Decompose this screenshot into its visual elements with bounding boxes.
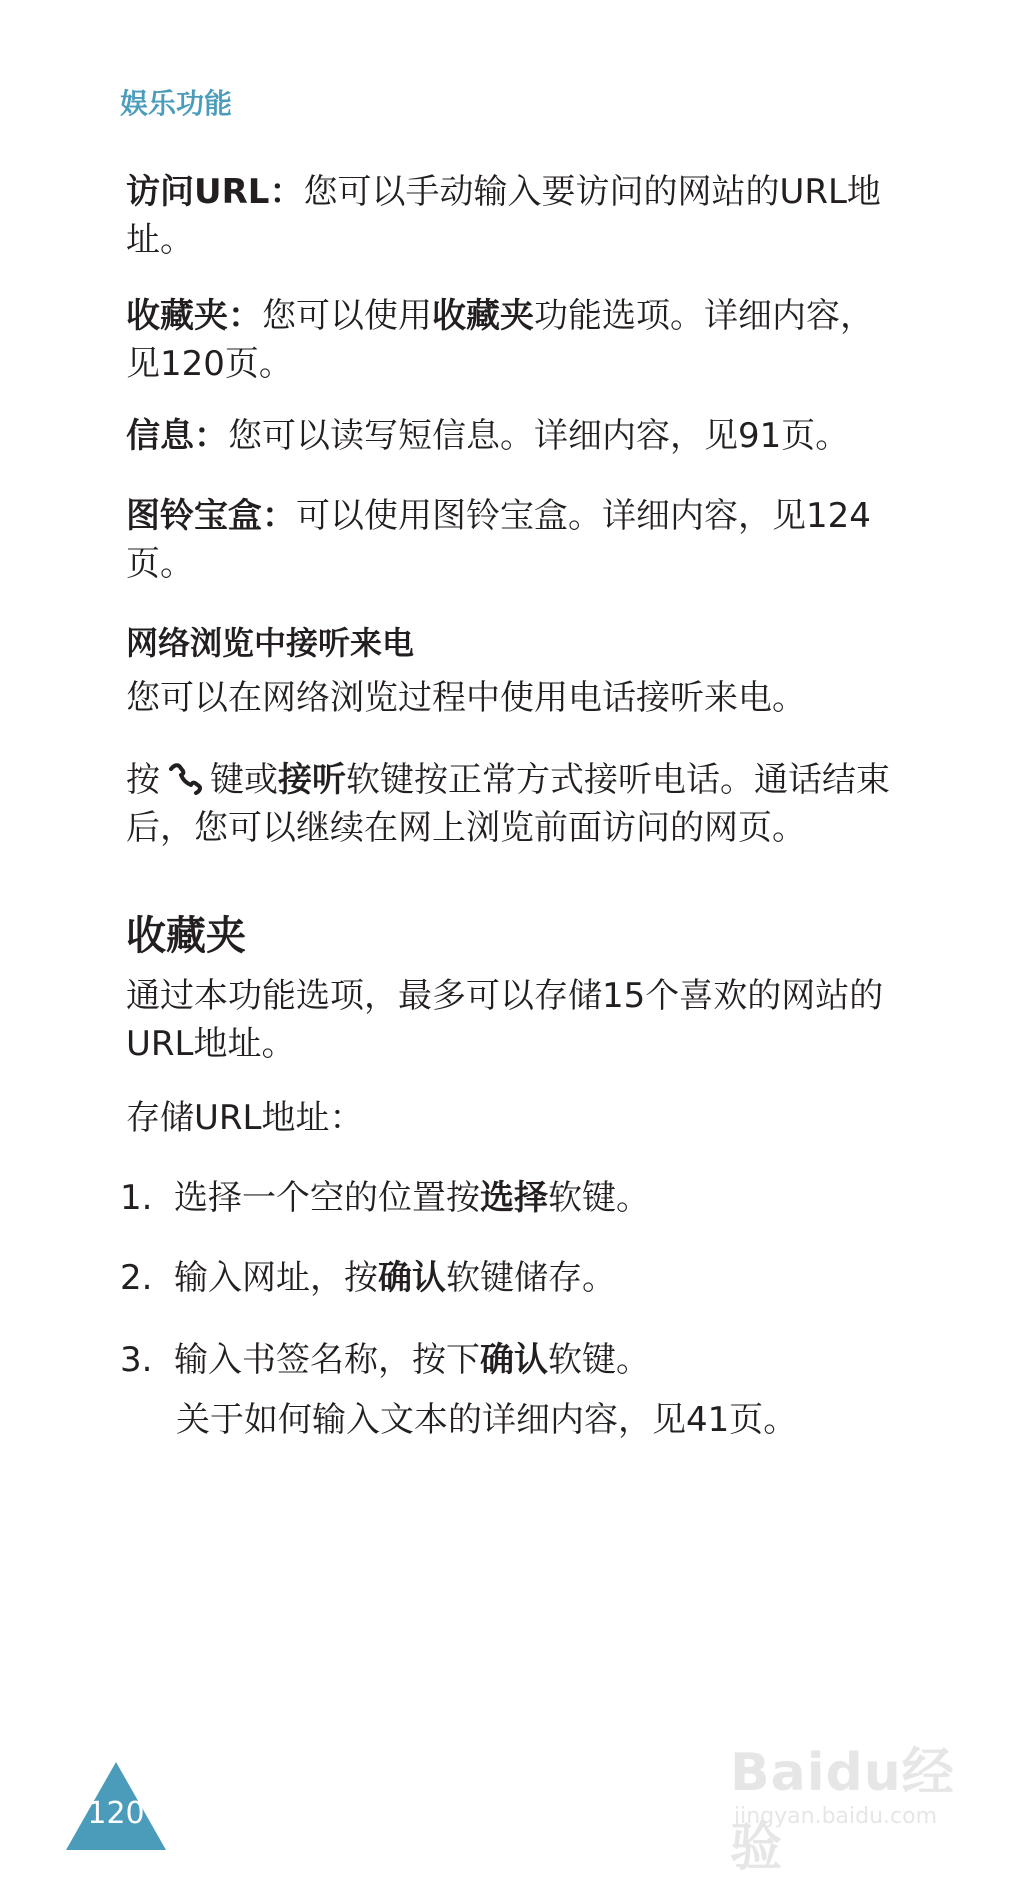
item-text: 您可以使用 — [262, 296, 432, 336]
step-3-note: 关于如何输入文本的详细内容，见41页。 — [176, 1400, 798, 1440]
para-text: 键或 — [210, 760, 278, 800]
item-text: 您可以读写短信息。详细内容，见91页。 — [228, 416, 850, 456]
answer-calls-para1: 您可以在网络浏览过程中使用电话接听来电。 — [126, 678, 806, 718]
item-separator: ： — [269, 172, 304, 212]
item-text: 您可以手动输入要访问的网站的URL地址。 — [126, 172, 881, 260]
item-term: 图铃宝盒 — [126, 496, 262, 536]
item-term: 访问URL — [126, 172, 270, 212]
step-softkey: 确认 — [480, 1340, 548, 1380]
step-text: 软键。 — [548, 1178, 650, 1218]
step-text: 软键储存。 — [446, 1258, 616, 1298]
answer-calls-para2 — [126, 756, 906, 852]
step-softkey: 选择 — [480, 1178, 548, 1218]
answer-calls-heading: 网络浏览中接听来电 — [126, 624, 415, 662]
step-2 — [120, 1254, 900, 1302]
step-number: 3. — [120, 1340, 153, 1380]
item-separator: ： — [194, 416, 228, 456]
favorites-section-heading: 收藏夹 — [126, 913, 246, 959]
baidu-watermark-logo: Baidu经验 — [730, 1743, 955, 1878]
item-favorites — [126, 292, 906, 388]
baidu-watermark — [730, 1730, 990, 1878]
step-softkey: 确认 — [378, 1258, 446, 1298]
item-message — [126, 412, 906, 460]
step-text: 输入书签名称，按下 — [174, 1340, 480, 1380]
item-text: 可以使用图铃宝盒。详细内容，见124页。 — [126, 496, 871, 584]
step-number: 2. — [120, 1258, 153, 1298]
step-text: 软键。 — [548, 1340, 650, 1380]
step-text: 选择一个空的位置按 — [174, 1178, 480, 1218]
item-bold-text: 收藏夹 — [432, 296, 534, 336]
item-term: 信息 — [126, 416, 194, 456]
item-visit-url — [126, 168, 906, 264]
favorites-intro: 通过本功能选项，最多可以存储15个喜欢的网站的URL地址。 — [126, 976, 884, 1064]
page-number: 120 — [87, 1796, 145, 1831]
item-separator: ： — [228, 296, 262, 336]
call-answer-icon — [166, 759, 204, 797]
item-term: 收藏夹 — [126, 296, 228, 336]
para-text: 软键按正常方式接听电话。通话结束后，您可以继续在网上浏览前面访问的网页。 — [126, 760, 890, 848]
step-1 — [120, 1174, 900, 1222]
baidu-watermark-url: jingyan.baidu.com — [734, 1804, 938, 1829]
step-number: 1. — [120, 1178, 153, 1218]
para-text: 按 — [126, 760, 160, 800]
step-3 — [120, 1336, 900, 1384]
page-header-title: 娱乐功能 — [120, 87, 233, 120]
answer-softkey-label: 接听 — [278, 760, 346, 800]
item-ringtone-box — [126, 492, 906, 588]
item-separator: ： — [262, 496, 296, 536]
store-url-label: 存储URL地址： — [126, 1098, 364, 1138]
item-text: 功能选项。详细内容，见120页。 — [126, 296, 874, 384]
step-text: 输入网址，按 — [174, 1258, 378, 1298]
